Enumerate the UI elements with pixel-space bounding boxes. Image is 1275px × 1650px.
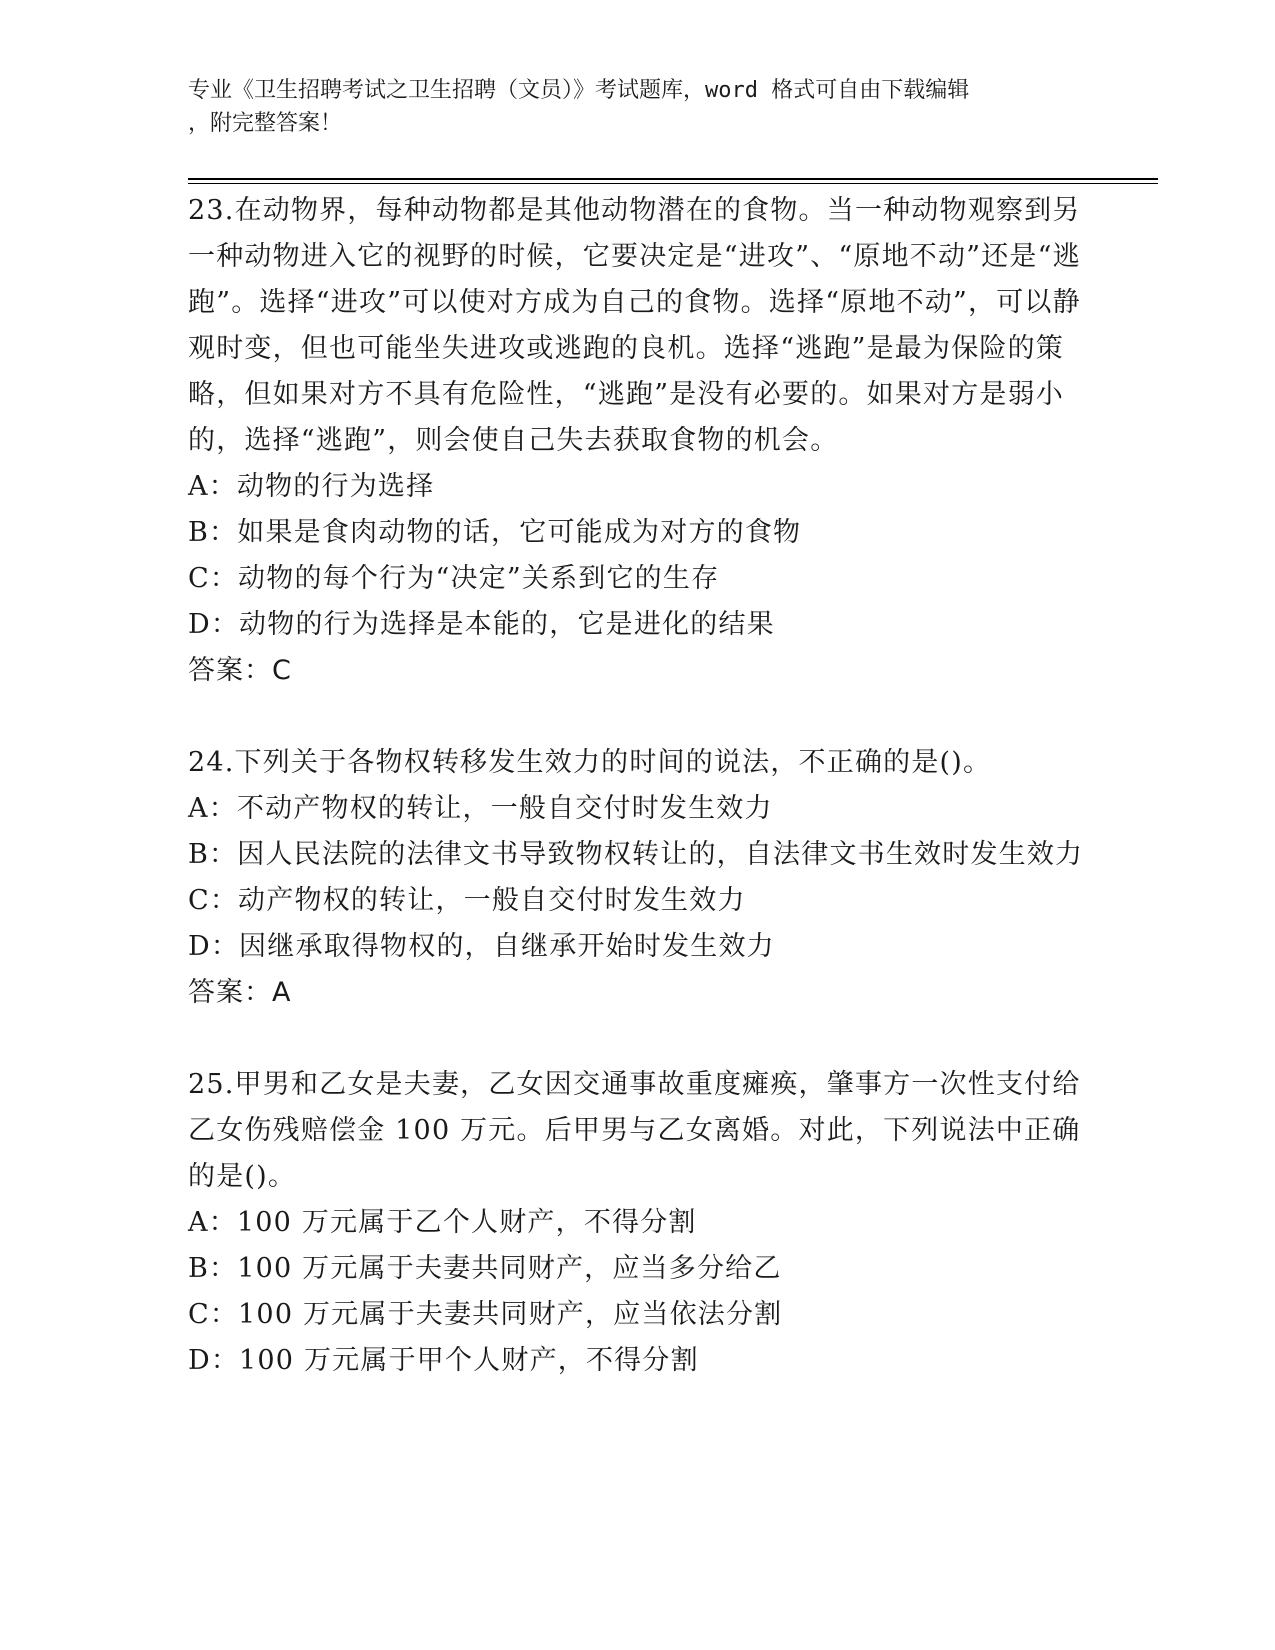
- option-c: C：100 万元属于夫妻共同财产，应当依法分割: [188, 1299, 783, 1330]
- answer: 答案：C: [188, 655, 292, 686]
- header-divider-thin: [188, 183, 1158, 184]
- question-23: [188, 188, 1088, 694]
- option-d: D：因继承取得物权的，自继承开始时发生效力: [188, 931, 775, 962]
- option-b: B：100 万元属于夫妻共同财产，应当多分给乙: [188, 1253, 782, 1284]
- question-stem: 25.甲男和乙女是夫妻，乙女因交通事故重度瘫痪，肇事方一次性支付给乙女伤残赔偿金 100 万元。后甲男与乙女离婚。对此，下列说法中正确的是()。: [188, 1069, 1081, 1192]
- question-25: [188, 1062, 1088, 1384]
- page-header: 专业《卫生招聘考试之卫生招聘（文员）》考试题库，word 格式可自由下载编辑 ，附完整答案！: [188, 78, 970, 136]
- spacer: [188, 1016, 1088, 1062]
- option-b: B：因人民法院的法律文书导致物权转让的，自法律文书生效时发生效力: [188, 839, 1084, 870]
- question-stem: 24.下列关于各物权转移发生效力的时间的说法，不正确的是()。: [188, 747, 992, 778]
- spacer: [188, 694, 1088, 740]
- option-b: B：如果是食肉动物的话，它可能成为对方的食物: [188, 517, 802, 548]
- answer: 答案：A: [188, 977, 292, 1008]
- option-c: C：动产物权的转让，一般自交付时发生效力: [188, 885, 746, 916]
- option-d: D：动物的行为选择是本能的，它是进化的结果: [188, 609, 775, 640]
- question-stem: 23.在动物界，每种动物都是其他动物潜在的食物。当一种动物观察到另一种动物进入它的视野的时候，它要决定是“进攻”、“原地不动”还是“逃跑”。选择“进攻”可以使对方成为自己的食物。选择“原地不动”，可以静观时变，但也可能坐失进攻或逃跑的良机。选择“逃跑”是最为保险的策略，但如果对方不具有危险性，“逃跑”是没有必要的。如果对方是弱小的，选择“逃跑”，则会使自己失去获取食物的机会。: [188, 195, 1081, 456]
- option-c: C：动物的每个行为“决定”关系到它的生存: [188, 563, 720, 594]
- option-d: D：100 万元属于甲个人财产，不得分割: [188, 1345, 699, 1376]
- question-list: [188, 188, 1088, 1384]
- question-24: [188, 740, 1088, 1016]
- option-a: A：不动产物权的转让，一般自交付时发生效力: [188, 793, 773, 824]
- option-a: A：100 万元属于乙个人财产，不得分割: [188, 1207, 697, 1238]
- header-divider: [188, 178, 1158, 180]
- option-a: A：动物的行为选择: [188, 471, 435, 502]
